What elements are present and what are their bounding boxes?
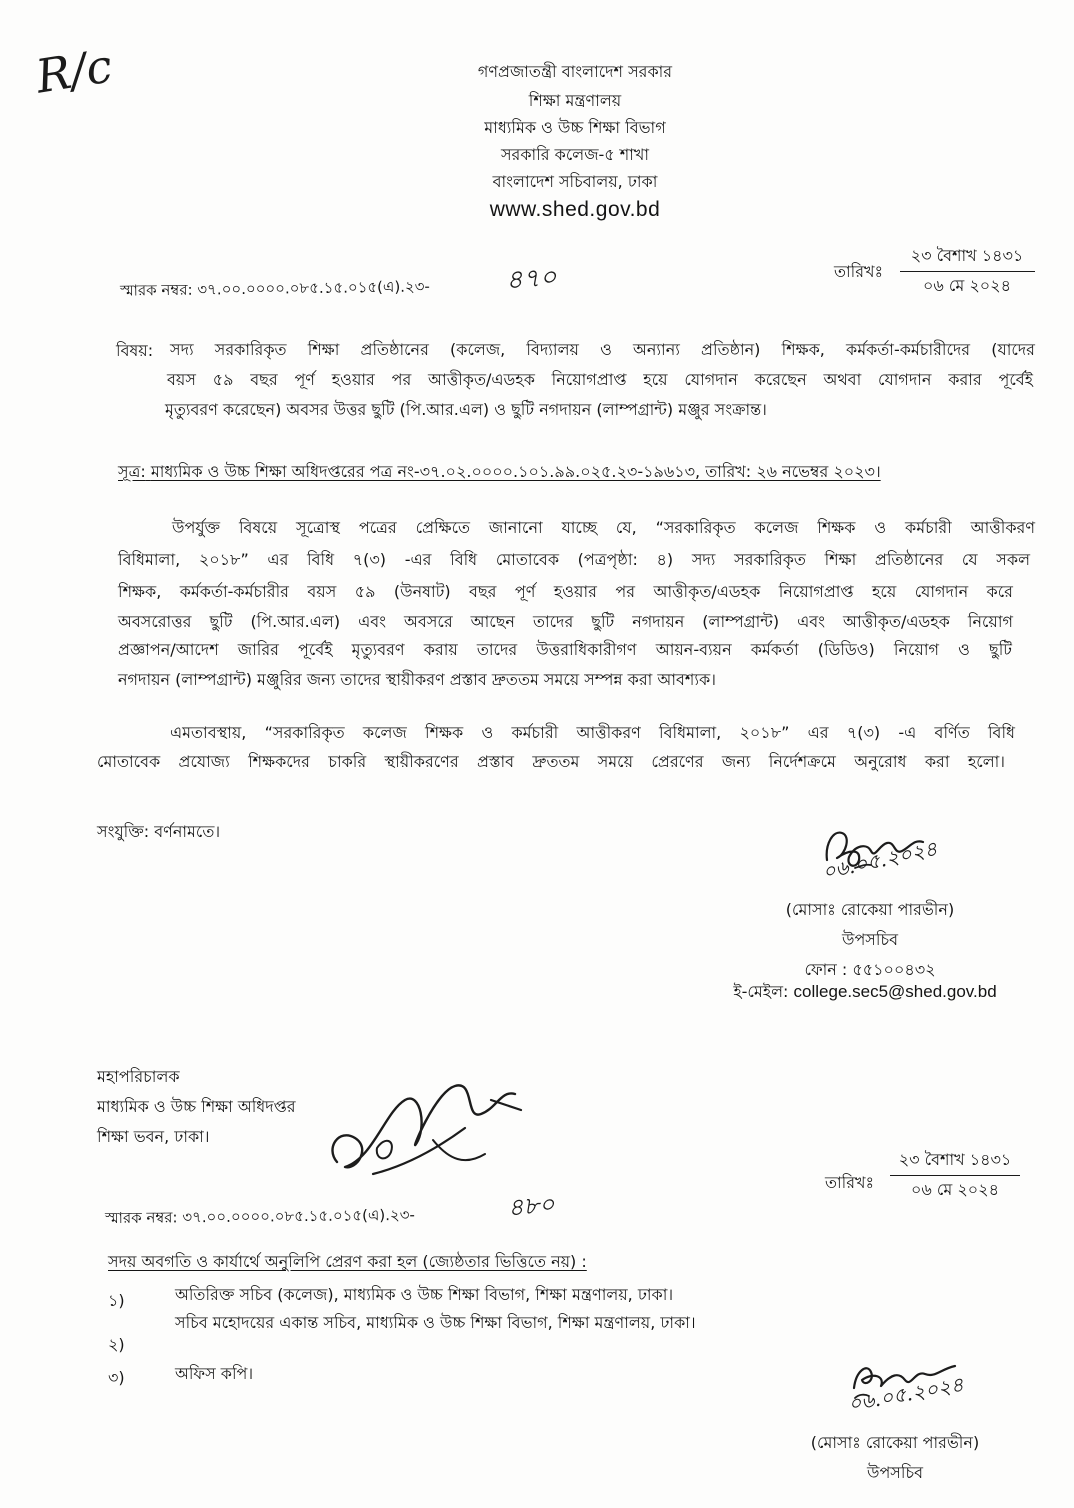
- copy-signatory-designation: উপসচিব: [866, 1463, 923, 1482]
- signatory-designation: উপসচিব: [841, 930, 898, 949]
- copy-memo-value: ৩৭.০০.০০০০.০৮৫.১৫.০১৫(এ).২৩-: [182, 1205, 416, 1227]
- date-bangla: ২৩ বৈশাখ ১৪৩১: [910, 246, 1024, 265]
- paragraph-line: অবসরোত্তর ছুটি (পি.আর.এল) এবং অবসরে আছেন তাদের ছুটি নগদায়ন (লাম্পগ্রান্ট) এবং আত্তীকৃত/এডহক নিয়োগ: [118, 612, 1013, 631]
- paragraph-line: শিক্ষক, কর্মকর্তা-কর্মচারীর বয়স ৫৯ (উনষাট) বছর পূর্ণ হওয়ার পর আত্তীকৃত/এডহক নিয়োগপ্রাপ্ত হয়ে যোগদান করে: [118, 582, 1013, 601]
- copy-date-gregorian: ০৬ মে ২০২৪: [911, 1180, 999, 1199]
- signatory-phone: ফোন : ৫৫১০০৪৩২: [804, 960, 936, 979]
- recipient-office: মাধ্যমিক ও উচ্চ শিক্ষা অধিদপ্তর: [97, 1097, 296, 1116]
- signatory-name: (মোসাঃ রোকেয়া পারভীন): [785, 900, 955, 919]
- signatory-email-line: [690, 981, 1040, 1003]
- copy-signatory-name: (মোসাঃ রোকেয়া পারভীন): [810, 1433, 980, 1452]
- paragraph-line: প্রজ্ঞাপন/আদেশ জারির পূর্বেই মৃত্যুবরণ করায় তাদের উত্তরাধিকারীগণ আয়ন-ব্যয়ন কর্মকর্তা (ডিডিও) নিয়োগ ও ছুটি: [118, 640, 1012, 659]
- copy-memo-label: স্মারক নম্বর:: [104, 1208, 178, 1228]
- reference-text: মাধ্যমিক ও উচ্চ শিক্ষা অধিদপ্তরের পত্র নং-৩৭.০২.০০০০.১০১.৯৯.০২৫.২৩-১৯৬১৩, তারিখ: ২৬ নভেম্বর ২০২৩।: [150, 462, 881, 481]
- reference-line: [118, 461, 978, 483]
- letterhead-website: www.shed.gov.bd: [489, 198, 661, 221]
- enclosure: [97, 821, 397, 843]
- enclosure-label: সংযুক্তি:: [97, 822, 150, 841]
- list-item-number: ২): [108, 1335, 125, 1354]
- enclosure-text: বর্ণনামতে।: [154, 822, 221, 841]
- copy-memo-handwritten-serial: ৪৮০: [506, 1190, 556, 1222]
- subject-label: বিষয়:: [116, 341, 154, 360]
- paragraph-line: নগদায়ন (লাম্পগ্রান্ট) মঞ্জুরির জন্য তাদের স্থায়ীকরণ প্রস্তাব দ্রুততম সময়ে সম্পন্ন করা আবশ্যক।: [118, 670, 716, 689]
- letterhead-location: বাংলাদেশ সচিবালয়, ঢাকা: [492, 172, 658, 191]
- copy-list-heading: সদয় অবগতি ও কার্যার্থে অনুলিপি প্রেরণ করা হল (জ্যেষ্ঠতার ভিত্তিতে নয়) :: [108, 1252, 587, 1271]
- letterhead-division: মাধ্যমিক ও উচ্চ শিক্ষা বিভাগ: [484, 118, 666, 137]
- copy-memo-number: [105, 1203, 505, 1229]
- memo-label: স্মারক নম্বর:: [119, 280, 193, 300]
- paragraph-line: মোতাবেক প্রযোজ্য শিক্ষকদের চাকরি স্থায়ীকরণের প্রস্তাব দ্রুততম সময়ে প্রেরণের জন্য নির্দেশক্রমে অনুরোধ করা হলো।: [97, 752, 1005, 771]
- list-item-number: ৩): [108, 1368, 125, 1387]
- email-label: ই-মেইল:: [733, 982, 789, 1001]
- list-item-number: ১): [108, 1291, 125, 1310]
- email-address: college.sec5@shed.gov.bd: [793, 982, 997, 1001]
- subject-line: সদ্য সরকারিকৃত শিক্ষা প্রতিষ্ঠানের (কলেজ, বিদ্যালয় ও অন্যান্য প্রতিষ্ঠান) শিক্ষক, কর্মকর্তা-কর্মচারীদের (যাদের: [170, 340, 1035, 359]
- date-label: তারিখঃ: [834, 262, 884, 281]
- paragraph-line: উপর্যুক্ত বিষয়ে সূত্রোস্থ পত্রের প্রেক্ষিতে জানানো যাচ্ছে যে, “সরকারিকৃত কলেজ শিক্ষক ও কর্মচারী আত্তীকরণ: [172, 518, 1035, 537]
- memo-number: [120, 274, 505, 301]
- recipient-title: মহাপরিচালক: [97, 1067, 180, 1086]
- memo-value: ৩৭.০০.০০০০.০৮৫.১৫.০১৫(এ).২৩-: [197, 277, 431, 299]
- letterhead-branch: সরকারি কলেজ-৫ শাখা: [500, 145, 650, 164]
- letterhead-government: গণপ্রজাতন্ত্রী বাংলাদেশ সরকার: [477, 62, 673, 81]
- memo-handwritten-serial: ৪৭০: [504, 262, 558, 296]
- list-item-text: অফিস কপি।: [175, 1364, 254, 1383]
- signature-date: ০৬.০৫.২০২৪: [820, 836, 940, 884]
- list-item-text: অতিরিক্ত সচিব (কলেজ), মাধ্যমিক ও উচ্চ শিক্ষা বিভাগ, শিক্ষা মন্ত্রণালয়, ঢাকা।: [175, 1285, 674, 1304]
- paragraph-line: বিধিমালা, ২০১৮” এর বিধি ৭(৩) -এর বিধি মোতাবেক (পত্রপৃষ্ঠা: ৪) সদ্য সরকারিকৃত শিক্ষা প্রতিষ্ঠানের যে সকল: [118, 550, 1030, 569]
- initial-signature-scribble: [315, 1070, 530, 1180]
- handwritten-note: R/c: [32, 38, 116, 104]
- paragraph-line: এমতাবস্থায়, “সরকারিকৃত কলেজ শিক্ষক ও কর্মচারী আত্তীকরণ বিধিমালা, ২০১৮” এর ৭(৩) -এ বর্ণিত বিধি: [170, 723, 1015, 742]
- copy-date-divider: [890, 1175, 1020, 1176]
- copy-date-label: তারিখঃ: [825, 1173, 875, 1192]
- letterhead-ministry: শিক্ষা মন্ত্রণালয়: [528, 91, 622, 110]
- subject-line: বয়স ৫৯ বছর পূর্ণ হওয়ার পর আত্তীকৃত/এডহক নিয়োগপ্রাপ্ত হয়ে যোগদান করেছেন অথবা যোগদান করার পূর্বেই: [167, 370, 1033, 389]
- reference-label: সূত্র:: [118, 462, 146, 481]
- list-item-text: সচিব মহোদয়ের একান্ত সচিব, মাধ্যমিক ও উচ্চ শিক্ষা বিভাগ, শিক্ষা মন্ত্রণালয়, ঢাকা।: [175, 1313, 696, 1332]
- recipient-address: শিক্ষা ভবন, ঢাকা।: [97, 1127, 210, 1146]
- copy-date-bangla: ২৩ বৈশাখ ১৪৩১: [898, 1150, 1012, 1169]
- copy-signature-date: ০৬.০৫.২০২৪: [846, 1372, 966, 1416]
- date-gregorian: ০৬ মে ২০২৪: [923, 276, 1011, 295]
- date-divider: [900, 271, 1035, 272]
- subject-line: মৃত্যুবরণ করেছেন) অবসর উত্তর ছুটি (পি.আর.এল) ও ছুটি নগদায়ন (লাম্পগ্রান্ট) মঞ্জুর সংক্রান্ত।: [165, 400, 767, 419]
